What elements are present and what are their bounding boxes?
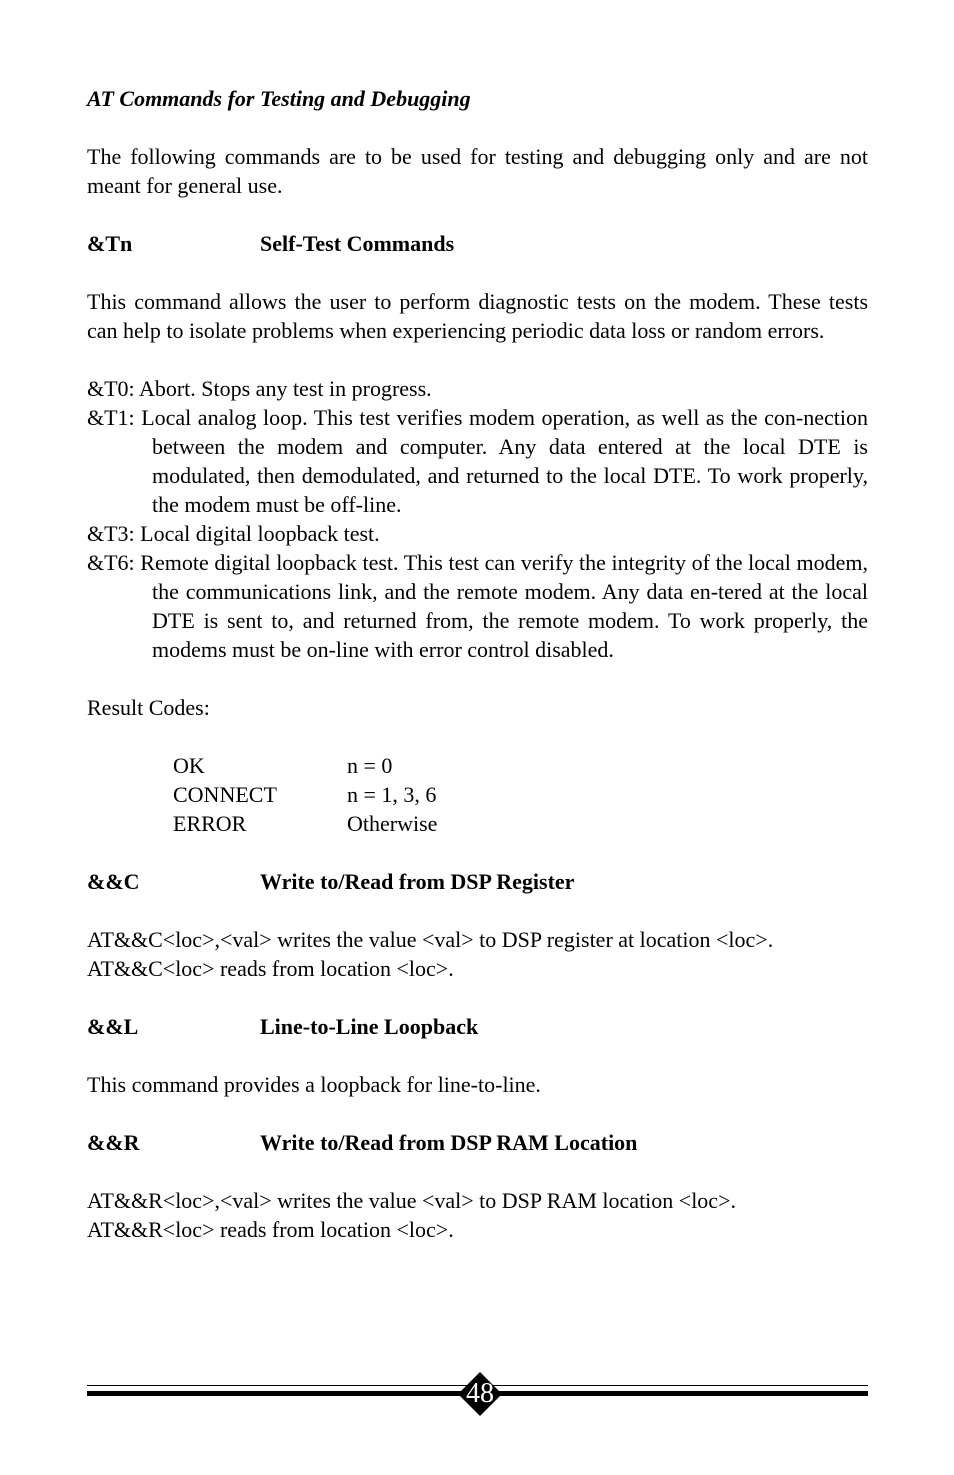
command-code: &&R (87, 1130, 140, 1155)
page-footer (87, 1372, 868, 1422)
command-title: Line-to-Line Loopback (260, 1014, 479, 1039)
result-condition: n = 0 (347, 753, 393, 778)
command-line: AT&&C<loc>,<val> writes the value <val> to DSP register at location <loc>. (87, 927, 774, 952)
result-code: OK (173, 753, 205, 778)
command-heading-c (87, 867, 868, 896)
result-code-row (87, 751, 868, 780)
page-content (87, 84, 868, 1244)
result-condition: Otherwise (347, 811, 438, 836)
command-title: Write to/Read from DSP RAM Location (260, 1130, 638, 1155)
section-title: AT Commands for Testing and Debugging (87, 86, 471, 111)
command-heading-r (87, 1128, 868, 1157)
command-code: &&L (87, 1014, 139, 1039)
command-line: AT&&C<loc> reads from location <loc>. (87, 956, 454, 981)
result-codes-label: Result Codes: (87, 695, 210, 720)
test-item-t1: &T1: Local analog loop. This test verifies modem operation, as well as the con-nection between the modem and computer. Any data entered at the local DTE is modulated, then demodulated, and returned to the local DTE. To work properly, the modem must be off-line. (87, 405, 868, 517)
command-heading-tn (87, 229, 868, 258)
page-number: 48 (466, 1378, 494, 1409)
result-code-row (87, 780, 868, 809)
command-line: AT&&R<loc> reads from location <loc>. (87, 1217, 454, 1242)
result-code: ERROR (173, 811, 247, 836)
command-code: &Tn (87, 231, 133, 256)
test-item-t0: &T0: Abort. Stops any test in progress. (87, 376, 432, 401)
result-code-row (87, 809, 868, 838)
command-title: Self-Test Commands (260, 231, 455, 256)
command-heading-l (87, 1012, 868, 1041)
command-title: Write to/Read from DSP Register (260, 869, 575, 894)
command-line: AT&&R<loc>,<val> writes the value <val> to DSP RAM location <loc>. (87, 1188, 736, 1213)
test-item-t3: &T3: Local digital loopback test. (87, 521, 380, 546)
command-description: This command allows the user to perform diagnostic tests on the modem. These tests can help to isolate problems when experiencing periodic data loss or random errors. (87, 289, 868, 343)
intro-paragraph: The following commands are to be used for testing and debugging only and are not meant for general use. (87, 144, 868, 198)
command-line: This command provides a loopback for line-to-line. (87, 1072, 541, 1097)
result-condition: n = 1, 3, 6 (347, 782, 437, 807)
test-item-t6: &T6: Remote digital loopback test. This test can verify the integrity of the local modem, the communications link, and the remote modem. Any data en-tered at the local DTE is sent to, and returned from, the remote modem. To work properly, the modems must be on-line with error control disabled. (87, 550, 868, 662)
result-code: CONNECT (173, 782, 277, 807)
command-code: &&C (87, 869, 140, 894)
